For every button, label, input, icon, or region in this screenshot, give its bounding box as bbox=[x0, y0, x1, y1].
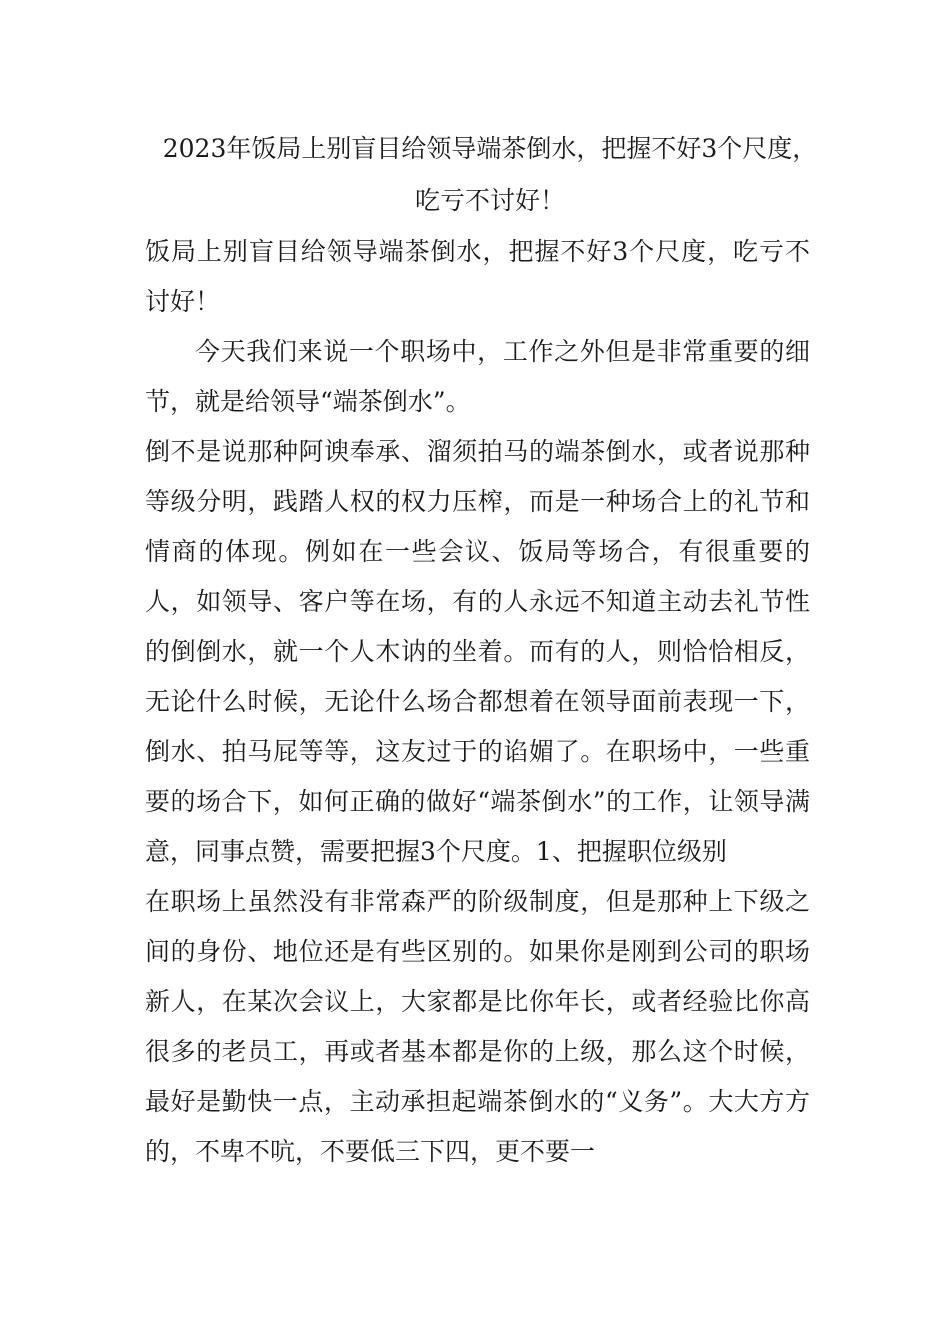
document-title-line-2: 吃亏不讨好！ bbox=[414, 186, 565, 215]
paragraph-subtitle: 饭局上别盲目给领导端茶倒水，把握不好3个尺度，吃亏不讨好！ bbox=[145, 237, 810, 316]
paragraph-position-level: 在职场上虽然没有非常森严的阶级制度，但是那种上下级之间的身份、地位还是有些区别的。如果你是刚到公司的职场新人，在某次会议上，大家都是比你年长，或者经验比你高很多的老员工，再或者基本都是你的上级，那么这个时候，最好是勤快一点，主动承担起端茶倒水的“义务”。大大方方的，不卑不吭，不要低三下四，更不要一 bbox=[145, 887, 810, 1166]
paragraph-intro: 今天我们来说一个职场中，工作之外但是非常重要的细节，就是给领导“端茶倒水”。 bbox=[145, 337, 810, 416]
document-body bbox=[145, 227, 810, 1177]
document-title-line-1: 2023年饭局上别盲目给领导端茶倒水，把握不好3个尺度， bbox=[162, 134, 818, 163]
paragraph-explanation: 倒不是说那种阿谀奉承、溜须拍马的端茶倒水，或者说那种等级分明，践踏人权的权力压榨，而是一种场合上的礼节和情商的体现。例如在一些会议、饭局等场合，有很重要的人，如领导、客户等在场，有的人永远不知道主动去礼节性的倒倒水，就一个人木讷的坐着。而有的人，则恰恰相反，无论什么时候，无论什么场合都想着在领导面前表现一下，倒水、拍马屁等等，这友过于的谄媚了。在职场中，一些重要的场合下，如何正确的做好“端茶倒水”的工作，让领导满意，同事点赞，需要把握3个尺度。1、把握职位级别 bbox=[145, 437, 810, 866]
